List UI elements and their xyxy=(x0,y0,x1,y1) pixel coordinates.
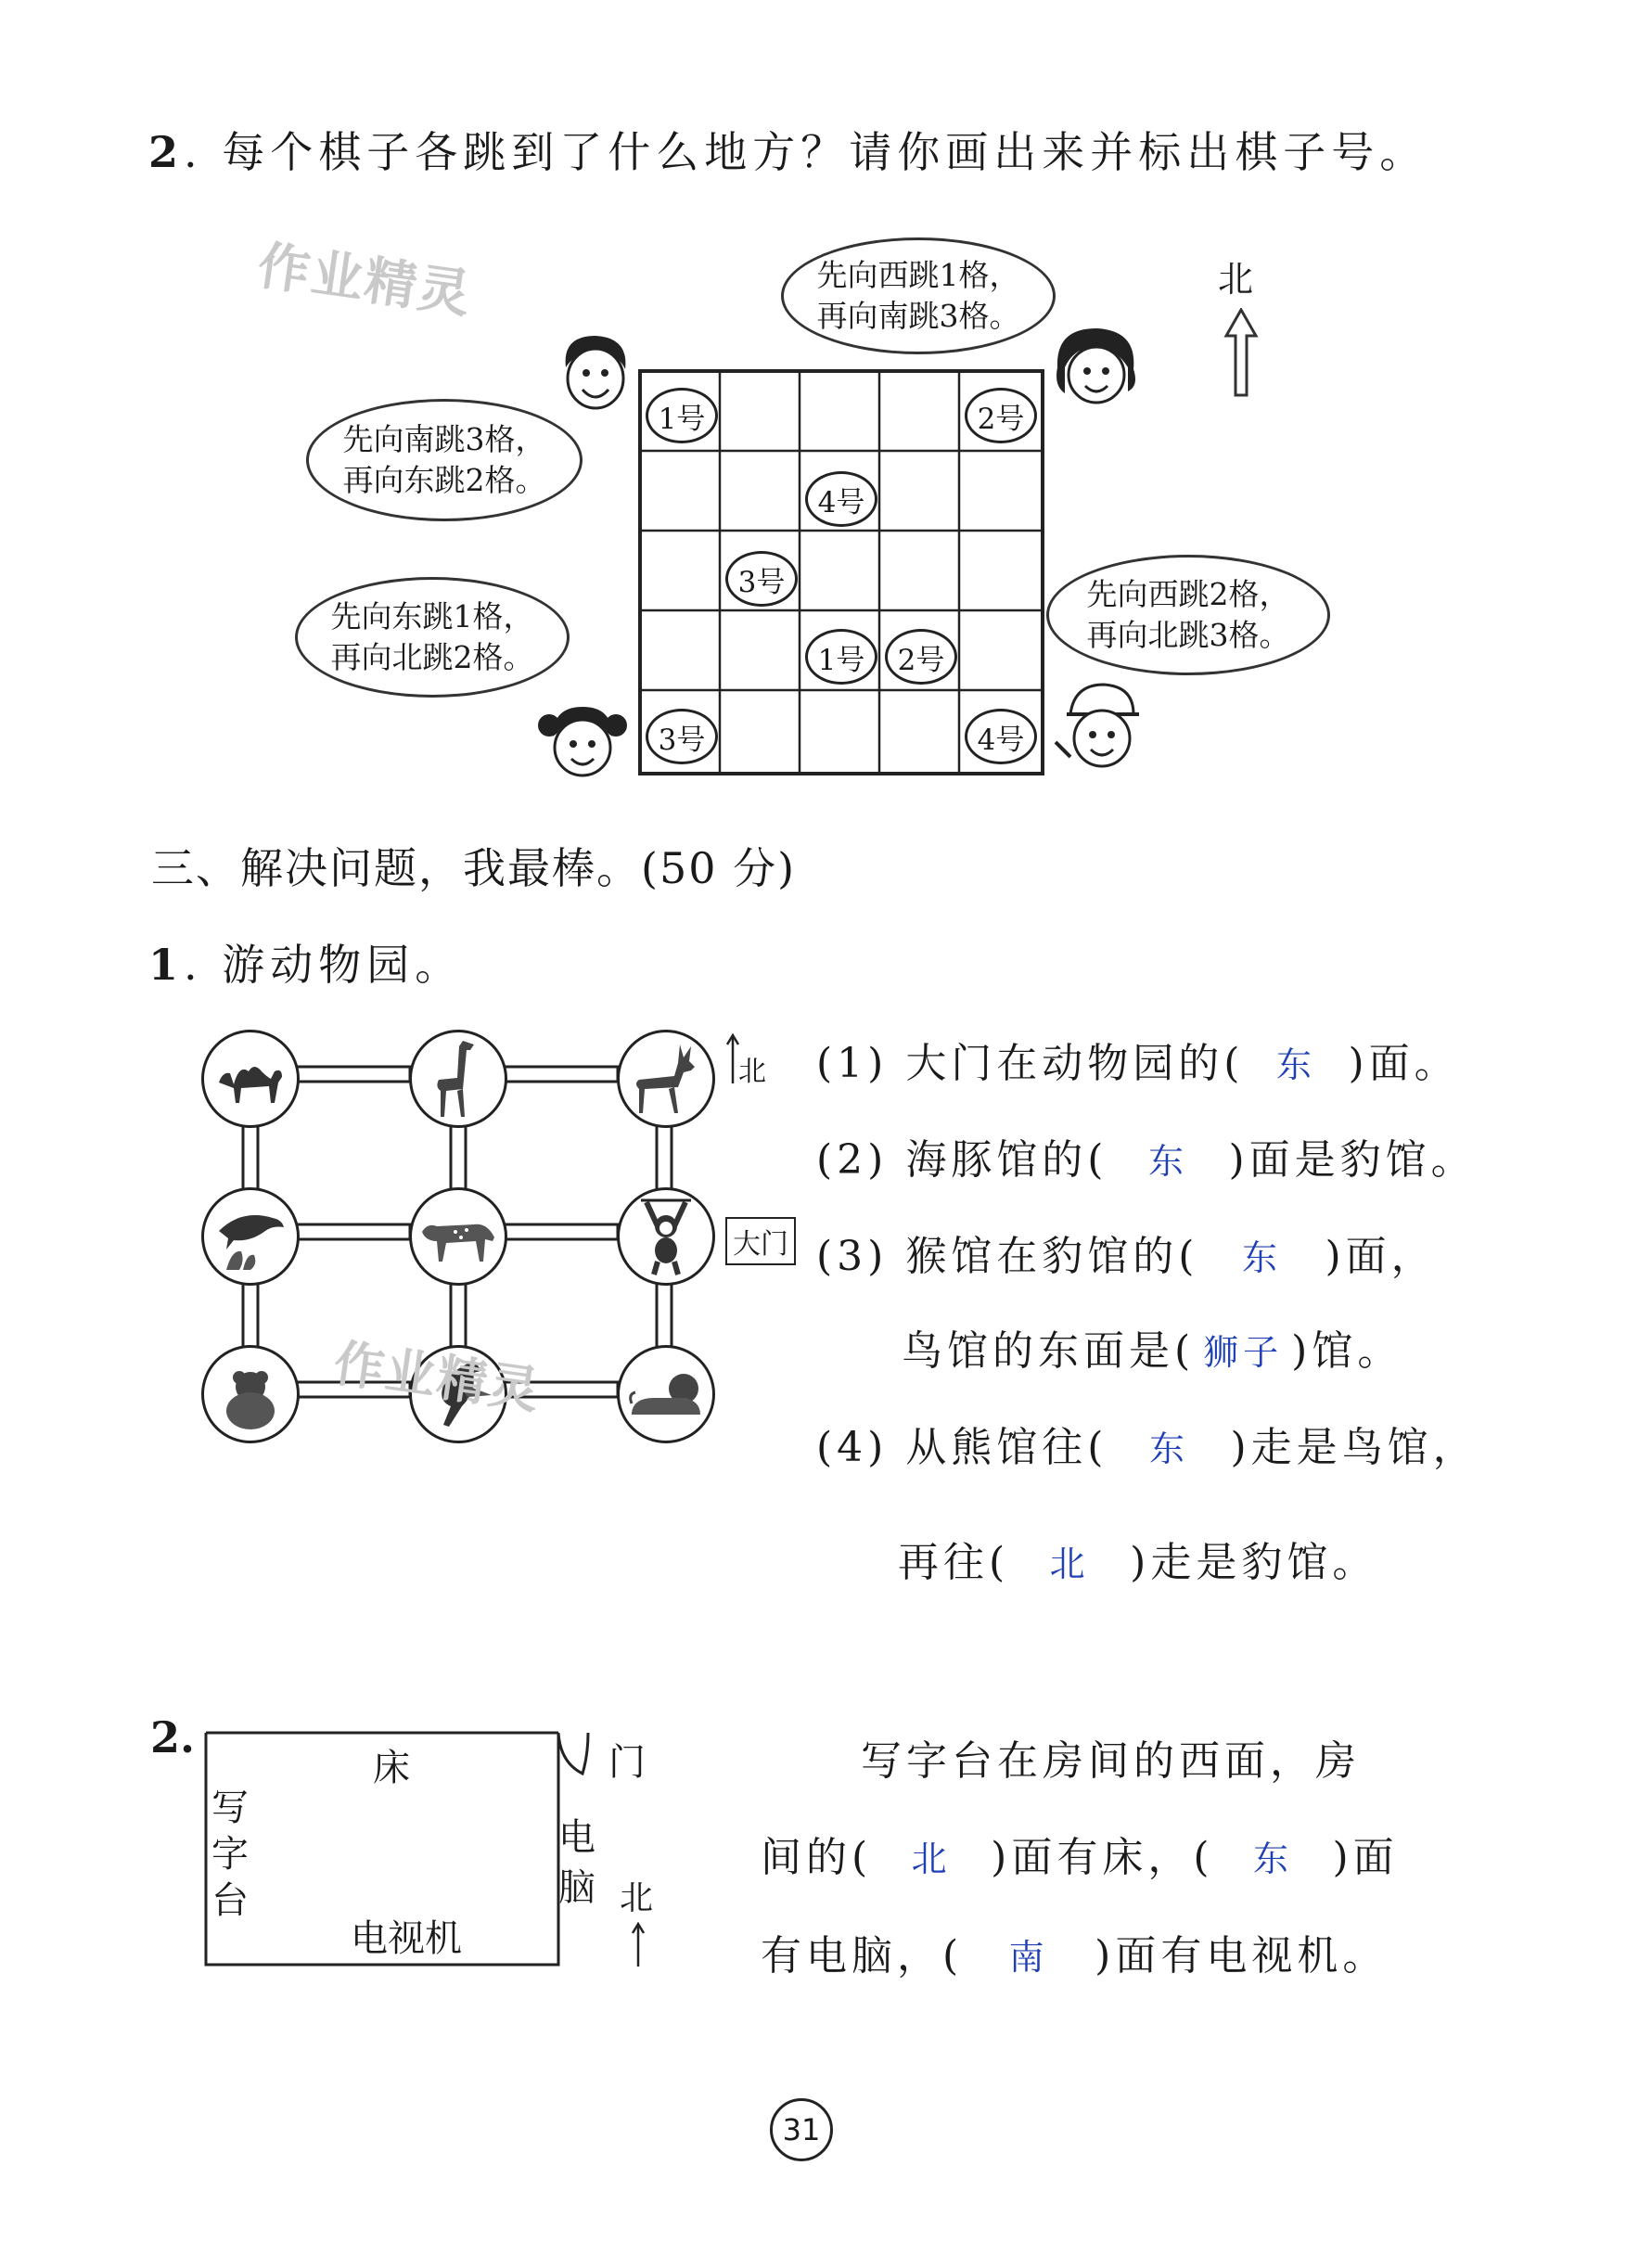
bubble-line: 再向北跳3格。 xyxy=(1086,617,1290,653)
desk-char: 字 xyxy=(211,1833,249,1876)
question-text: 鸟馆的东面是( xyxy=(902,1327,1196,1375)
question-text: (2) 海豚馆的( xyxy=(816,1136,1108,1184)
question-text: (1) 大门在动物园的( xyxy=(816,1040,1245,1087)
zoo-question-3a xyxy=(816,1223,1437,1282)
question-text: )面有电视机。 xyxy=(1095,1932,1389,1980)
question-text: )面。 xyxy=(1348,1040,1460,1087)
answer: 南 xyxy=(1008,1937,1049,1978)
answer: 北 xyxy=(1049,1544,1090,1584)
bubble-line: 先向东跳1格， xyxy=(330,598,534,634)
zoo-question-1 xyxy=(816,1030,1460,1089)
zoo-question-3b xyxy=(902,1317,1402,1377)
answer: 东 xyxy=(1241,1237,1282,1278)
camel-icon xyxy=(201,1030,300,1128)
piece-4-answer: 4号 xyxy=(805,471,877,527)
boy-with-cap-icon xyxy=(1046,677,1148,788)
north-arrow-icon xyxy=(629,1920,647,1968)
problem-2-number: 2. xyxy=(150,1712,196,1762)
answer: 北 xyxy=(911,1839,952,1879)
answer: 东 xyxy=(1275,1044,1316,1085)
answer: 狮子 xyxy=(1203,1332,1284,1373)
bubble-line: 先向南跳3格， xyxy=(342,421,546,457)
question-text: )走是豹馆。 xyxy=(1130,1539,1378,1586)
zoo-question-4b xyxy=(898,1529,1377,1588)
gate-label: 大门 xyxy=(725,1217,796,1265)
desk-label xyxy=(211,1785,249,1924)
piece-3-answer: 3号 xyxy=(725,551,798,607)
north-label: 北 xyxy=(620,1879,654,1917)
question-text: )面 xyxy=(1332,1834,1399,1881)
bed-label: 床 xyxy=(373,1747,410,1789)
room-text-line-1: 写字台在房间的西面，房 xyxy=(861,1737,1361,1785)
speech-bubble-left-lower xyxy=(295,577,570,698)
bubble-line: 再向东跳2格。 xyxy=(342,462,546,498)
zoo-question-2 xyxy=(816,1126,1477,1185)
piece-1-answer: 1号 xyxy=(805,629,877,685)
problem-title: . 游动物园。 xyxy=(184,940,464,990)
question-text: . 每个棋子各跳到了什么地方？请你画出来并标出棋子号。 xyxy=(184,127,1428,177)
zoo-question-4a xyxy=(816,1414,1479,1473)
room-text-line-2 xyxy=(761,1824,1399,1883)
watermark: 作业精灵 xyxy=(330,1333,544,1421)
bubble-line: 先向西跳1格， xyxy=(816,257,1020,293)
room-text-line-3 xyxy=(761,1922,1388,1981)
north-arrow-icon xyxy=(1223,308,1260,397)
answer: 东 xyxy=(1147,1141,1188,1182)
leopard-icon xyxy=(409,1187,507,1286)
question-text: )面， xyxy=(1325,1233,1437,1280)
question-text: 有电脑，( xyxy=(761,1932,964,1980)
question-2-title xyxy=(148,119,1428,180)
piece-3-start: 3号 xyxy=(646,709,718,764)
bubble-line: 再向南跳3格。 xyxy=(816,298,1020,334)
question-text: )面是豹馆。 xyxy=(1228,1136,1477,1184)
deer-icon xyxy=(617,1030,715,1128)
answer: 东 xyxy=(1148,1429,1189,1469)
question-text: )馆。 xyxy=(1291,1327,1403,1375)
question-text: 再往( xyxy=(898,1539,1010,1586)
giraffe-icon xyxy=(409,1030,507,1128)
piece-4-start: 4号 xyxy=(965,709,1037,764)
watermark: 作业精灵 xyxy=(253,236,476,326)
speech-bubble-top-right xyxy=(781,237,1056,354)
section-title: 三、解决问题，我最棒。(50 分) xyxy=(151,843,797,893)
question-number: 2 xyxy=(148,127,185,177)
speech-bubble-right-lower xyxy=(1046,555,1330,675)
boy-face-icon xyxy=(553,330,636,423)
bubble-line: 先向西跳2格， xyxy=(1086,576,1290,612)
computer-char: 脑 xyxy=(558,1866,595,1909)
north-label: 北 xyxy=(1218,259,1254,300)
north-label: 北 xyxy=(738,1056,766,1088)
question-text: 间的( xyxy=(761,1834,873,1881)
page-number: 31 xyxy=(770,2098,833,2161)
desk-char: 写 xyxy=(211,1787,249,1829)
bear-icon xyxy=(201,1345,300,1443)
tv-label: 电视机 xyxy=(351,1917,462,1960)
piece-2-answer: 2号 xyxy=(885,629,957,685)
computer-char: 电 xyxy=(558,1816,595,1859)
girl-face-icon xyxy=(1050,321,1143,423)
door-label: 门 xyxy=(608,1741,646,1784)
desk-char: 台 xyxy=(211,1879,249,1922)
monkey-icon xyxy=(617,1187,715,1286)
piece-1-start: 1号 xyxy=(646,388,718,443)
piece-2-start: 2号 xyxy=(965,388,1037,443)
lion-icon xyxy=(617,1345,715,1443)
problem-number: 1 xyxy=(148,940,185,990)
question-text: (3) 猴馆在豹馆的( xyxy=(816,1233,1199,1280)
bubble-line: 再向北跳2格。 xyxy=(330,639,534,675)
dolphin-icon xyxy=(201,1187,300,1286)
question-text: )面有床，( xyxy=(991,1834,1214,1881)
question-text: (4) 从熊馆往( xyxy=(816,1424,1108,1471)
speech-bubble-left-upper xyxy=(306,399,583,521)
question-text: )走是鸟馆， xyxy=(1230,1424,1479,1471)
computer-label xyxy=(558,1813,595,1913)
answer: 东 xyxy=(1253,1839,1294,1879)
girl-face-icon xyxy=(536,698,629,790)
problem-1-title xyxy=(148,931,463,993)
